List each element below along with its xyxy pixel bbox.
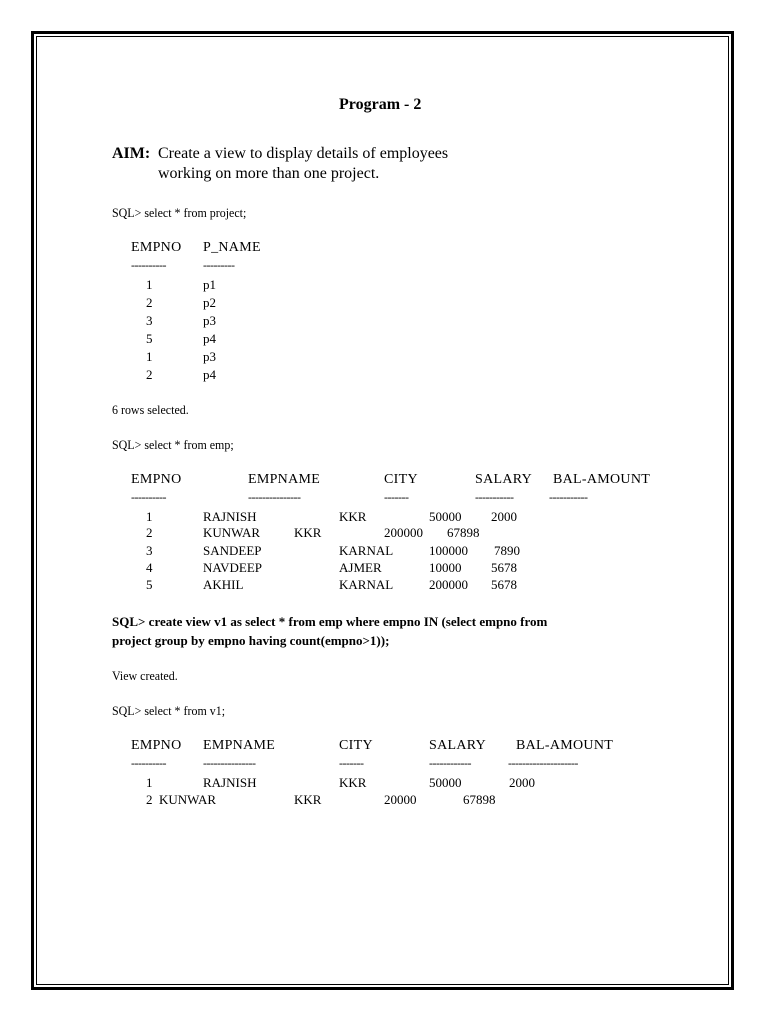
emp-cell-empname: RAJNISH <box>203 509 257 524</box>
emp-cell-balamount: 2000 <box>491 509 517 524</box>
emp-cell-empno: 3 <box>146 543 153 558</box>
emp-cell-empno: 5 <box>146 577 153 592</box>
project-row-empno: 5 <box>146 331 153 346</box>
project-row-empno: 1 <box>146 349 153 364</box>
v1-cell-empno: 2 <box>146 792 153 807</box>
emp-cell-city: KKR <box>294 525 322 540</box>
emp-cell-city: AJMER <box>339 560 382 575</box>
emp-dash-empname: --------------- <box>248 490 301 504</box>
project-row-pname: p2 <box>203 295 216 310</box>
emp-header-balamount: BAL-AMOUNT <box>553 472 651 487</box>
create-view-line-1: SQL> create view v1 as select * from emp where empno IN (select empno from <box>112 614 548 629</box>
emp-cell-empno: 4 <box>146 560 153 575</box>
view-created-note: View created. <box>112 668 178 683</box>
emp-header-salary: SALARY <box>475 472 533 487</box>
aim-line-2-text: working on more than one project. <box>158 165 380 182</box>
emp-cell-salary: 200000 <box>429 577 468 592</box>
emp-dash-city: ------- <box>384 490 409 504</box>
emp-cell-empname: AKHIL <box>203 577 244 592</box>
v1-cell-city: KKR <box>339 775 367 790</box>
create-view-line-2: project group by empno having count(empno>1)); <box>112 633 390 648</box>
v1-cell-empname: RAJNISH <box>203 775 257 790</box>
emp-cell-empno: 2 <box>146 525 153 540</box>
emp-cell-balamount: 5678 <box>491 577 517 592</box>
v1-cell-empno: 1 <box>146 775 153 790</box>
rows-selected-note: 6 rows selected. <box>112 402 189 417</box>
emp-cell-salary: 50000 <box>429 509 462 524</box>
v1-cell-balamount: 67898 <box>463 792 496 807</box>
emp-cell-city: KARNAL <box>339 577 394 592</box>
emp-header-empno: EMPNO <box>131 472 182 487</box>
project-row-pname: p3 <box>203 349 216 364</box>
v1-cell-city: KKR <box>294 792 322 807</box>
v1-cell-salary: 50000 <box>429 775 462 790</box>
query-select-emp: SQL> select * from emp; <box>112 437 234 452</box>
emp-header-city: CITY <box>384 472 418 487</box>
emp-cell-balamount: 7890 <box>494 543 520 558</box>
emp-dash-salary: ----------- <box>475 490 514 504</box>
aim-line-1-text: Create a view to display details of employees <box>158 145 449 162</box>
v1-cell-salary: 20000 <box>384 792 417 807</box>
v1-dash-salary: ------------ <box>429 756 471 770</box>
emp-cell-salary: 100000 <box>429 543 468 558</box>
project-row-pname: p4 <box>203 331 216 346</box>
project-header-pname: P_NAME <box>203 240 261 255</box>
project-row-pname: p3 <box>203 313 216 328</box>
query-select-project: SQL> select * from project; <box>112 205 247 220</box>
project-row-empno: 2 <box>146 295 153 310</box>
emp-cell-salary: 10000 <box>429 560 462 575</box>
emp-cell-city: KARNAL <box>339 543 394 558</box>
aim-line-2 <box>158 166 379 182</box>
aim-label-text: AIM: <box>112 145 151 162</box>
v1-header-city: CITY <box>339 738 373 753</box>
v1-header-empno: EMPNO <box>131 738 182 753</box>
query-select-v1: SQL> select * from v1; <box>112 703 226 718</box>
project-row-pname: p1 <box>203 277 216 292</box>
aim-label <box>112 146 150 162</box>
project-row-pname: p4 <box>203 367 216 382</box>
emp-cell-balamount: 5678 <box>491 560 517 575</box>
project-dash-empno: ---------- <box>131 258 166 272</box>
project-row-empno: 1 <box>146 277 153 292</box>
program-title: Program - 2 <box>339 96 422 113</box>
emp-cell-salary: 200000 <box>384 525 423 540</box>
v1-dash-city: ------- <box>339 756 364 770</box>
emp-cell-empname: KUNWAR <box>203 525 261 540</box>
v1-cell-balamount: 2000 <box>509 775 535 790</box>
emp-cell-city: KKR <box>339 509 367 524</box>
emp-cell-empname: SANDEEP <box>203 543 262 558</box>
project-dash-pname: --------- <box>203 258 235 272</box>
v1-dash-empname: --------------- <box>203 756 256 770</box>
emp-dash-balamount: ----------- <box>549 490 588 504</box>
v1-header-balamount: BAL-AMOUNT <box>516 738 614 753</box>
emp-dash-empno: ---------- <box>131 490 166 504</box>
emp-cell-balamount: 67898 <box>447 525 480 540</box>
emp-cell-empno: 1 <box>146 509 153 524</box>
v1-dash-balamount: -------------------- <box>508 756 578 770</box>
v1-dash-empno: ---------- <box>131 756 166 770</box>
v1-header-salary: SALARY <box>429 738 487 753</box>
v1-header-empname: EMPNAME <box>203 738 276 753</box>
v1-cell-empname: KUNWAR <box>159 792 217 807</box>
emp-header-empname: EMPNAME <box>248 472 321 487</box>
project-header-empno: EMPNO <box>131 240 182 255</box>
project-row-empno: 2 <box>146 367 153 382</box>
project-row-empno: 3 <box>146 313 153 328</box>
aim-line-1 <box>158 146 448 162</box>
emp-cell-empname: NAVDEEP <box>203 560 262 575</box>
page-border-inner <box>36 36 729 985</box>
